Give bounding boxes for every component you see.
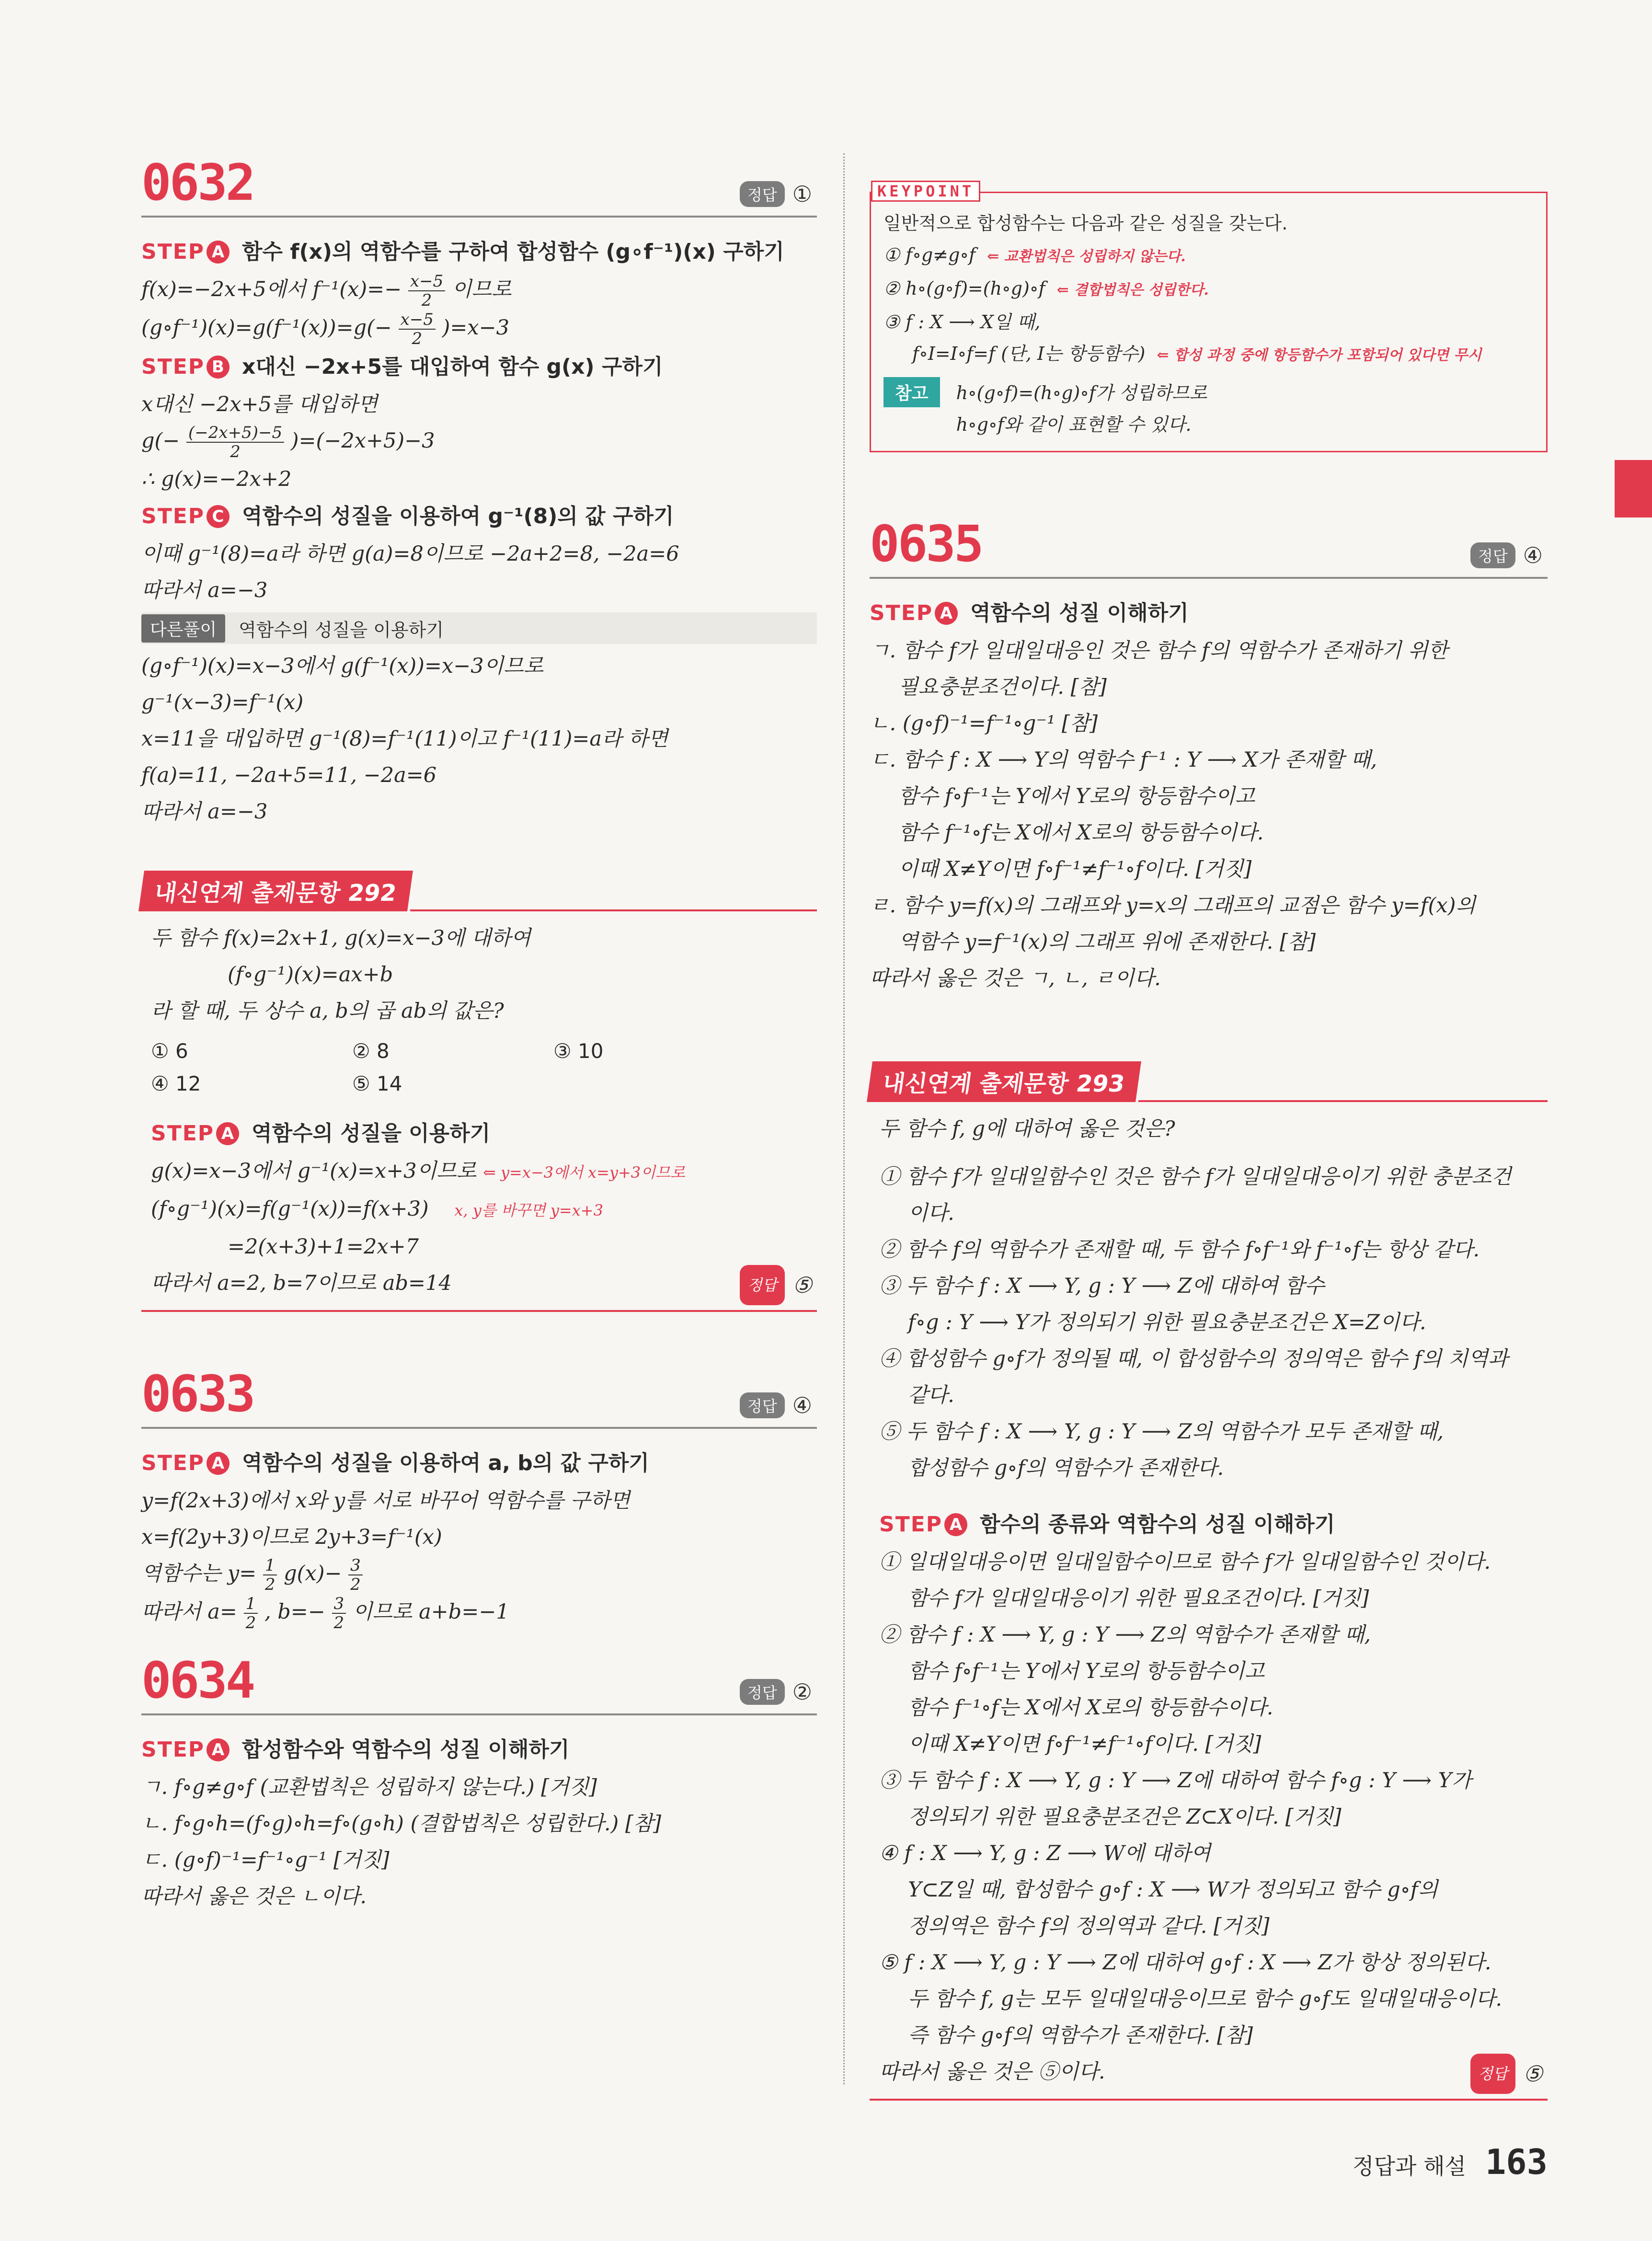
solution-line: 따라서 a=2, b=7이므로 ab=14 정답 ⑤ [151, 1265, 817, 1305]
keypoint-note: ⇐ 합성 과정 중에 항등함수가 포함되어 있다면 무시 [1157, 347, 1482, 364]
fraction: $\frac{1}{2}$ [263, 1556, 277, 1594]
answer-badge: 정답 ④ [740, 1392, 812, 1418]
step-heading [141, 233, 817, 271]
step-title: 역함수의 성질을 이용하여 g⁻¹(8)의 값 구하기 [242, 504, 674, 529]
choice: ⑤ 두 함수 f : X ⟶ Y, g : Y ⟶ Z의 역함수가 모두 존재할 때, [879, 1420, 1444, 1444]
problem-0634 [141, 1651, 817, 1915]
fraction: $\frac{3}{2}$ [332, 1595, 346, 1632]
step-title: 역함수의 성질을 이용하여 a, b의 값 구하기 [242, 1451, 649, 1475]
problem-header [141, 1651, 817, 1715]
solution-line: x=f(2y+3)이므로 2y+3=f⁻¹(x) [141, 1525, 442, 1549]
step-heading: STEP A 역함수의 성질 이해하기 [870, 594, 1548, 632]
series-header [141, 868, 817, 911]
solution-line: f(x)=−2x+5에서 f⁻¹(x)=− $\frac{x-5}{2}$ 이므로 [141, 272, 512, 310]
step-heading: STEP A 합성함수와 역함수의 성질 이해하기 [141, 1731, 817, 1769]
keypoint-note: ⇐ 교환법칙은 성립하지 않는다. [987, 248, 1186, 265]
solution-line: 두 함수 f, g는 모두 일대일대응이므로 함수 g∘f도 일대일대응이다. [908, 1987, 1503, 2011]
solution-line: ㄱ. 함수 f가 일대일대응인 것은 함수 f의 역함수가 존재하기 위한 [870, 639, 1448, 663]
solution-line: ㄷ. 함수 f : X ⟶ Y의 역함수 f⁻¹ : Y ⟶ X가 존재할 때, [870, 748, 1377, 772]
problem-number: 0635 [870, 515, 982, 573]
solution-line: =2(x+3)+1=2x+7 [228, 1235, 419, 1259]
problem-number: 0633 [141, 1365, 254, 1423]
annotation: ⇐ y=x−3에서 x=y+3이므로 [482, 1163, 685, 1182]
problem-header [141, 1365, 817, 1429]
solution-line: 즉 함수 g∘f의 역함수가 존재한다. [참] [908, 2023, 1253, 2047]
solution-line: g(x)=x−3에서 g⁻¹(x)=x+3이므로 ⇐ y=x−3에서 x=y+3이므로 [151, 1159, 685, 1183]
alt-title: 역함수의 성질을 이용하기 [239, 619, 444, 641]
step-title: x대신 −2x+5를 대입하여 함수 g(x) 구하기 [242, 355, 663, 379]
solution-line: 함수 f∘f⁻¹는 Y에서 Y로의 항등함수이고 [908, 1659, 1265, 1683]
solution-line: ① 일대일대응이면 일대일함수이므로 함수 f가 일대일함수인 것이다. [879, 1550, 1491, 1574]
solution-line: 정의역은 함수 f의 정의역과 같다. [거짓] [908, 1914, 1270, 1938]
right-column [870, 182, 1548, 2101]
series-292 [141, 868, 817, 1312]
alternate-solution-heading [141, 612, 817, 644]
solution-line: 함수 f가 일대일대응이기 위한 필요조건이다. [거짓] [908, 1586, 1369, 1610]
step-title: 함수의 종류와 역함수의 성질 이해하기 [980, 1512, 1335, 1537]
keypoint-box: KEYPOINT 일반적으로 합성함수는 다음과 같은 성질을 갖는다. ① f∘g≠g∘f ⇐ 교환법칙은 성립하지 않는다. ② h∘(g∘f)=(h∘g)∘f ⇐ 결합법칙은 성립한다. ③ f : X ⟶ X일 때, f∘I=I∘f=f (단, I는 항등함수) ⇐ 합성 과정 중에 항등함수가 포함되어 있다면 무시 참고 h∘(g∘f)=(h∘g)∘f가 성립하므로 h∘g∘f와 같이 표현할 수 있다. [870, 192, 1548, 452]
step-title: 합성함수와 역함수의 성질 이해하기 [242, 1737, 570, 1762]
step-letter: A [206, 241, 229, 264]
solution-line: (g∘f⁻¹)(x)=x−3에서 g(f⁻¹(x))=x−3이므로 [141, 654, 544, 678]
fraction: $\frac{1}{2}$ [244, 1595, 258, 1632]
choice: ④ 합성함수 g∘f가 정의될 때, 이 합성함수의 정의역은 함수 f의 치역과 [879, 1347, 1508, 1371]
choice: ① 함수 f가 일대일함수인 것은 함수 f가 일대일대응이기 위한 충분조건 [879, 1165, 1512, 1189]
solution-line: 따라서 옳은 것은 ㄱ, ㄴ, ㄹ이다. [870, 966, 1161, 990]
problem-number: 0632 [141, 153, 254, 212]
alt-tag: 다른풀이 [141, 614, 225, 643]
annotation: x, y를 바꾸면 y=x+3 [454, 1201, 603, 1219]
solution-line: g(− $\frac{(-2x+5)-5}{2}$ )=(−2x+5)−3 [141, 423, 435, 461]
solution-line: ㄷ. (g∘f)⁻¹=f⁻¹∘g⁻¹ [거짓] [141, 1848, 390, 1872]
step-heading: STEP A 함수의 종류와 역함수의 성질 이해하기 [879, 1505, 1548, 1544]
page-number: 163 [1485, 2142, 1548, 2182]
keypoint-note: ⇐ 결합법칙은 성립한다. [1056, 282, 1209, 299]
solution-line: 함수 f⁻¹∘f는 X에서 X로의 항등함수이다. [898, 821, 1264, 845]
solution-line: 이때 X≠Y이면 f∘f⁻¹≠f⁻¹∘f이다. [거짓] [898, 857, 1252, 881]
answer-tag: 정답 [740, 181, 785, 207]
problem-0635 [870, 515, 1548, 997]
chapter-side-tab [1615, 460, 1652, 517]
solution-line: 따라서 a=−3 [141, 800, 268, 824]
choice: 이다. [908, 1201, 954, 1225]
solution-line: 따라서 a= $\frac{1}{2}$ , b=− $\frac{3}{2}$ 이므로 a+b=−1 [141, 1594, 509, 1632]
choice: 합성함수 g∘f의 역함수가 존재한다. [908, 1456, 1224, 1480]
solution-line: ③ 두 함수 f : X ⟶ Y, g : Y ⟶ Z에 대하여 함수 f∘g : Y ⟶ Y가 [879, 1769, 1472, 1793]
reference-tag: 참고 [883, 377, 940, 407]
choice-list [151, 1035, 817, 1100]
series-question: 두 함수 f(x)=2x+1, g(x)=x−3에 대하여 (f∘g⁻¹)(x)=ax+b 라 할 때, 두 상수 a, b의 곱 ab의 값은? ① 6 ② 8 ③ 10 ④ 12 ⑤ 14 STEP A 역함수의 성질을 이용하기 g(x)=x−3에서 g⁻¹(x)=x+3이므로 ⇐ y=x−3에서 x=y+3이므로 (f∘g⁻¹)(x)=f(g⁻¹(x))=f(x+3) x, y를 바꾸면 y=x+3 =2(x+3)+1=2x+7 따라서 a=2, b=7이므로 ab=14 정답 ⑤ [141, 911, 817, 1312]
series-header [870, 1059, 1548, 1102]
step-heading: STEP C 역함수의 성질을 이용하여 g⁻¹(8)의 값 구하기 [141, 497, 817, 536]
solution-line: f(a)=11, −2a+5=11, −2a=6 [141, 763, 437, 787]
solution-line: 따라서 a=−3 [141, 578, 268, 602]
solution-line: x=11을 대입하면 g⁻¹(8)=f⁻¹(11)이고 f⁻¹(11)=a라 하면 [141, 727, 668, 751]
left-column [141, 153, 817, 1915]
solution-line: ㄴ. (g∘f)⁻¹=f⁻¹∘g⁻¹ [참] [870, 712, 1098, 736]
fraction: $\frac{(-2x+5)-5}{2}$ [186, 424, 284, 461]
answer-value: ① [792, 181, 812, 207]
solution-line: ㄹ. 함수 y=f(x)의 그래프와 y=x의 그래프의 교점은 함수 y=f(x)의 [870, 894, 1476, 918]
solution-line: ④ f : X ⟶ Y, g : Z ⟶ W에 대하여 [879, 1841, 1211, 1865]
solution-line: 함수 f⁻¹∘f는 X에서 X로의 항등함수이다. [908, 1696, 1273, 1720]
page-footer [1353, 2142, 1548, 2182]
choice: ④ 12 [151, 1072, 201, 1095]
keypoint-label: KEYPOINT [871, 181, 980, 202]
series-tag: 내신연계 출제문항 292 [138, 871, 413, 911]
solution-line: 역함수는 y= $\frac{1}{2}$ g(x)− $\frac{3}{2}$ [141, 1555, 817, 1594]
choice: f∘g : Y ⟶ Y가 정의되기 위한 필요충분조건은 X=Z이다. [908, 1310, 1426, 1334]
choice: ② 8 [352, 1039, 390, 1063]
solution-line: ∴ g(x)=−2x+2 [141, 467, 292, 491]
solution-line: 따라서 옳은 것은 ㄴ이다. [141, 1885, 367, 1908]
step-heading: STEP A 역함수의 성질을 이용하여 a, b의 값 구하기 [141, 1444, 817, 1483]
problem-header [141, 153, 817, 218]
series-293 [870, 1059, 1548, 2101]
solution-line: g⁻¹(x−3)=f⁻¹(x) [141, 690, 304, 714]
step-title: 역함수의 성질 이해하기 [970, 601, 1189, 625]
answer-badge: 정답 ⑤ [740, 1265, 812, 1305]
reference-note: 참고 h∘(g∘f)=(h∘g)∘f가 성립하므로 h∘g∘f와 같이 표현할 수 있다. [883, 377, 1534, 440]
solution-line: ⑤ f : X ⟶ Y, g : Y ⟶ Z에 대하여 g∘f : X ⟶ Z가 항상 정의된다. [879, 1951, 1491, 1975]
choice: ① 6 [151, 1039, 188, 1063]
problem-number: 0634 [141, 1651, 254, 1710]
fraction: $\frac{3}{2}$ [348, 1556, 363, 1594]
answer-badge: 정답 ④ [1470, 542, 1543, 568]
fraction: $\frac{x-5}{2}$ [408, 272, 445, 310]
solution-line: ㄱ. f∘g≠g∘f (교환법칙은 성립하지 않는다.) [거짓] [141, 1775, 597, 1799]
answer-badge: 정답 ⑤ [1470, 2054, 1543, 2094]
series-question: 두 함수 f, g에 대하여 옳은 것은? ① 함수 f가 일대일함수인 것은 함수 f가 일대일대응이기 위한 충분조건 이다. ② 함수 f의 역함수가 존재할 때, 두 함수 f∘f⁻¹와 f⁻¹∘f는 항상 같다. ③ 두 함수 f : X ⟶ Y, g : Y ⟶ Z에 대하여 함수 f∘g : Y ⟶ Y가 정의되기 위한 필요충분조건은 X=Z이다. ④ 합성함수 g∘f가 정의될 때, 이 합성함수의 정의역은 함수 f의 치역과 같다. ⑤ 두 함수 f : X ⟶ Y, g : Y ⟶ Z의 역함수가 모두 존재할 때, 합성함수 g∘f의 역함수가 존재한다. STEP A 함수의 종류와 역함수의 성질 이해하기 ① 일대일대응이면 일대일함수이므로 함수 f가 일대일함수인 것이다. 함수 f가 일대일대응이기 위한 필요조건이다. [거짓] ② 함수 f : X ⟶ Y, g : Y ⟶ Z의 역함수가 존재할 때, 함수 f∘f⁻¹는 Y에서 Y로의 항등함수이고 함수 f⁻¹∘f는 X에서 X로의 항등함수이다. 이때 X≠Y이면 f∘f⁻¹≠f⁻¹∘f이다. [거짓] ③ 두 함수 f : X ⟶ Y, g : Y ⟶ Z에 대하여 함수 f∘g : Y ⟶ Y가 정의되기 위한 필요충분조건은 Z⊂X이다. [거짓] ④ f : X ⟶ Y, g : Z ⟶ W에 대하여 Y⊂Z일 때, 합성함수 g∘f : X ⟶ W가 정의되고 함수 g∘f의 정의역은 함수 f의 정의역과 같다. [거짓] ⑤ f : X ⟶ Y, g : Y ⟶ Z에 대하여 g∘f : X ⟶ Z가 항상 정의된다. 두 함수 f, g는 모두 일대일대응이므로 함수 g∘f도 일대일대응이다. 즉 함수 g∘f의 역함수가 존재한다. [참] 따라서 옳은 것은 ⑤이다. 정답 ⑤ [870, 1102, 1548, 2101]
fraction: $\frac{x-5}{2}$ [399, 310, 436, 348]
choice: ③ 10 [553, 1039, 604, 1063]
answer-badge: 정답 ② [740, 1679, 812, 1705]
choice: ② 함수 f의 역함수가 존재할 때, 두 함수 f∘f⁻¹와 f⁻¹∘f는 항상 같다. [879, 1238, 1480, 1262]
solution-line: 역함수 y=f⁻¹(x)의 그래프 위에 존재한다. [참] [898, 930, 1316, 954]
choice: ⑤ 14 [352, 1072, 402, 1095]
solution-line: ㄴ. f∘g∘h=(f∘g)∘h=f∘(g∘h) (결합법칙은 성립한다.) [참] [141, 1812, 662, 1836]
problem-header [870, 515, 1548, 579]
step-heading: STEP B x대신 −2x+5를 대입하여 함수 g(x) 구하기 [141, 348, 817, 386]
solution-line: 이때 X≠Y이면 f∘f⁻¹≠f⁻¹∘f이다. [거짓] [908, 1732, 1262, 1756]
solution-line: y=f(2x+3)에서 x와 y를 서로 바꾸어 역함수를 구하면 [141, 1489, 630, 1513]
series-tag: 내신연계 출제문항 293 [867, 1061, 1141, 1102]
step-title: 역함수의 성질을 이용하기 [252, 1121, 491, 1146]
choice: ③ 두 함수 f : X ⟶ Y, g : Y ⟶ Z에 대하여 함수 [879, 1274, 1325, 1298]
step-heading: STEP A 역함수의 성질을 이용하기 [151, 1115, 817, 1153]
solution-line: 이때 g⁻¹(8)=a라 하면 g(a)=8이므로 −2a+2=8, −2a=6 [141, 542, 679, 566]
answer-badge [740, 181, 812, 207]
problem-0632 [141, 153, 817, 830]
solution-line: Y⊂Z일 때, 합성함수 g∘f : X ⟶ W가 정의되고 함수 g∘f의 [908, 1878, 1438, 1902]
solution-line: 정의되기 위한 필요충분조건은 Z⊂X이다. [거짓] [908, 1805, 1342, 1829]
step-word: STEP [141, 240, 205, 264]
choice: 같다. [908, 1383, 954, 1407]
step-title: 함수 f(x)의 역함수를 구하여 합성함수 (g∘f⁻¹)(x) 구하기 [242, 240, 784, 264]
solution-line: (f∘g⁻¹)(x)=f(g⁻¹(x))=f(x+3) x, y를 바꾸면 y=x+3 [151, 1197, 603, 1221]
solution-line: 필요충분조건이다. [참] [898, 675, 1107, 699]
solution-line: (g∘f⁻¹)(x)=g(f⁻¹(x))=g(− $\frac{x-5}{2}$ )=x−3 [141, 310, 510, 348]
problem-0633 [141, 1365, 817, 1632]
footer-label: 정답과 해설 [1353, 2153, 1466, 2179]
solution-line: 따라서 옳은 것은 ⑤이다. 정답 ⑤ [879, 2054, 1548, 2094]
solution-line: ② 함수 f : X ⟶ Y, g : Y ⟶ Z의 역함수가 존재할 때, [879, 1623, 1371, 1647]
solution-line: 함수 f∘f⁻¹는 Y에서 Y로의 항등함수이고 [898, 784, 1255, 808]
column-divider [843, 153, 845, 2084]
solution-line: x대신 −2x+5를 대입하면 [141, 392, 378, 416]
